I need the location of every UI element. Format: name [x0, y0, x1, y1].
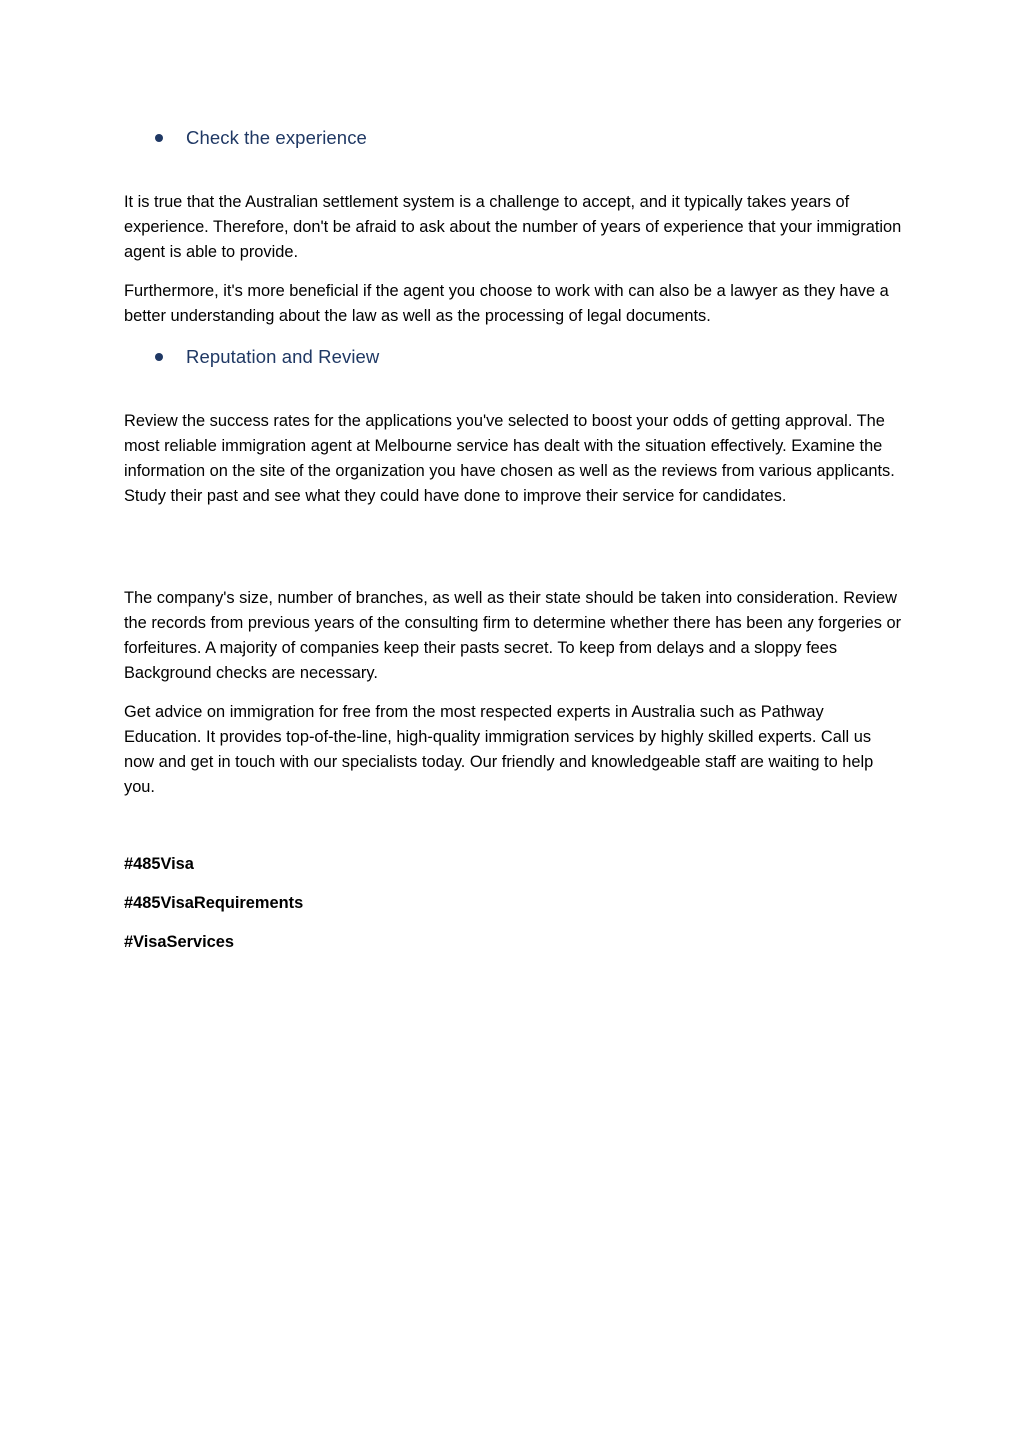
section-heading: Reputation and Review — [186, 346, 380, 367]
hashtag: #VisaServices — [124, 933, 234, 951]
paragraph-block — [124, 190, 904, 265]
bullet-dot-icon — [155, 353, 163, 361]
hashtag: #485VisaRequirements — [124, 894, 304, 912]
paragraph: Review the success rates for the applications you've selected to boost your odds of getting approval. The most reliable immigration agent at Melbourne service has dealt with the situation effectively. Examine the information on the site of the organization you have chosen as well as the reviews from various applicants. Study their past and see what they could have done to improve their service for candidates. — [124, 412, 895, 505]
paragraph: Get advice on immigration for free from the most respected experts in Australia such as Pathway Education. It provides top-of-the-line, high-quality immigration services by highly skilled experts. Call us now and get in touch with our specialists today. Our friendly and knowledgeable staff are waiting to help you. — [124, 703, 874, 796]
section-heading: Check the experience — [186, 127, 367, 148]
paragraph: The company's size, number of branches, as well as their state should be taken into consideration. Review the records from previous years of the consulting firm to determine whether there has been any forgeries or forfeitures. A majority of companies keep their pasts secret. To keep from delays and a sloppy fees Background checks are necessary. — [124, 589, 902, 682]
paragraph-block — [124, 409, 904, 509]
paragraph: It is true that the Australian settlement system is a challenge to accept, and it typically takes years of experience. Therefore, don't be afraid to ask about the number of years of experience that your immigration agent is able to provide. — [124, 193, 902, 261]
bullet-dot-icon — [155, 134, 163, 142]
bullet-heading-experience — [155, 124, 367, 152]
bullet-heading-reputation — [155, 343, 379, 371]
paragraph-block — [124, 586, 904, 686]
paragraph: Furthermore, it's more beneficial if the agent you choose to work with can also be a lawyer as they have a better understanding about the law as well as the processing of legal documents. — [124, 282, 889, 325]
hashtag: #485Visa — [124, 855, 194, 873]
paragraph-block — [124, 700, 904, 800]
paragraph-block — [124, 279, 904, 329]
